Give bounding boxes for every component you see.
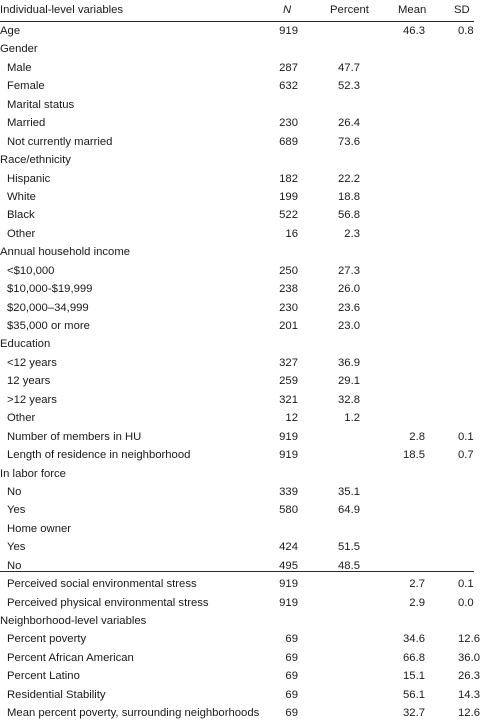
table-row bbox=[0, 704, 480, 722]
row-label: In labor force bbox=[0, 467, 66, 480]
row-n-value: 495 bbox=[279, 559, 298, 572]
row-n-value: 230 bbox=[279, 117, 298, 130]
table-row bbox=[0, 557, 474, 575]
table-row bbox=[0, 391, 474, 409]
row-label: Black bbox=[7, 209, 35, 222]
header-sd: SD bbox=[454, 4, 470, 16]
row-n-value: 919 bbox=[279, 449, 298, 462]
table-row bbox=[0, 483, 474, 501]
row-label: Number of members in HU bbox=[7, 430, 142, 443]
row-label: >12 years bbox=[7, 393, 57, 406]
row-percent-value: 29.1 bbox=[338, 375, 360, 388]
header-label: Individual-level variables bbox=[0, 4, 124, 16]
row-n-value: 230 bbox=[279, 301, 298, 314]
row-label: No bbox=[7, 559, 22, 572]
row-n-value: 69 bbox=[285, 707, 298, 720]
row-percent-value: 23.6 bbox=[338, 301, 360, 314]
row-sd-value: 14.3 bbox=[458, 688, 480, 701]
row-n-value: 689 bbox=[279, 135, 298, 148]
row-n-value: 327 bbox=[279, 356, 298, 369]
row-percent-value: 64.9 bbox=[338, 504, 360, 517]
row-sd-value: 26.3 bbox=[458, 670, 480, 683]
row-percent-value: 52.3 bbox=[338, 80, 360, 93]
table-row bbox=[0, 594, 474, 612]
row-percent-value: 35.1 bbox=[338, 485, 360, 498]
table-row bbox=[0, 40, 474, 58]
table-row bbox=[0, 133, 474, 151]
table-row bbox=[0, 686, 480, 704]
header-mean: Mean bbox=[398, 4, 427, 16]
row-label: White bbox=[7, 190, 36, 203]
row-n-value: 919 bbox=[279, 596, 298, 609]
table-row bbox=[0, 649, 480, 667]
row-label: Male bbox=[7, 61, 32, 74]
row-label: Marital status bbox=[7, 98, 75, 111]
row-sd-value: 12.6 bbox=[458, 707, 480, 720]
row-sd-value: 0.8 bbox=[458, 25, 474, 37]
row-n-value: 69 bbox=[285, 688, 298, 701]
row-n-value: 16 bbox=[285, 227, 298, 240]
table-row bbox=[0, 446, 474, 464]
row-percent-value: 73.6 bbox=[338, 135, 360, 148]
row-n-value: 339 bbox=[279, 485, 298, 498]
row-label: Percent African American bbox=[7, 651, 134, 664]
row-label: Residential Stability bbox=[7, 688, 106, 701]
row-sd-value: 0.1 bbox=[458, 430, 474, 443]
table-header bbox=[0, 0, 474, 22]
row-sd-value: 36.0 bbox=[458, 651, 480, 664]
row-label: 12 years bbox=[7, 375, 51, 388]
table-row bbox=[0, 428, 474, 446]
table-row bbox=[0, 59, 474, 77]
table-row bbox=[0, 206, 474, 224]
row-label: $20,000–34,999 bbox=[7, 301, 89, 314]
row-percent-value: 18.8 bbox=[338, 190, 360, 203]
row-n-value: 201 bbox=[279, 320, 298, 332]
table-row bbox=[0, 299, 474, 317]
row-label: $10,000-$19,999 bbox=[7, 283, 93, 296]
row-mean-value: 2.8 bbox=[409, 430, 425, 443]
row-mean-value: 56.1 bbox=[403, 688, 425, 701]
table-row bbox=[0, 520, 474, 538]
row-percent-value: 26.0 bbox=[338, 283, 360, 296]
row-label: Perceived social environmental stress bbox=[7, 578, 197, 591]
table-body bbox=[0, 22, 480, 723]
row-n-value: 238 bbox=[279, 283, 298, 296]
table-row bbox=[0, 280, 474, 298]
row-label: Gender bbox=[0, 43, 38, 56]
table-row bbox=[0, 188, 474, 206]
row-n-value: 69 bbox=[285, 651, 298, 664]
row-n-value: 69 bbox=[285, 633, 298, 646]
row-label: Perceived physical environmental stress bbox=[7, 596, 209, 609]
row-n-value: 250 bbox=[279, 264, 298, 277]
table-bottom-rule bbox=[0, 571, 474, 572]
row-label: $35,000 or more bbox=[7, 320, 90, 332]
row-n-value: 919 bbox=[279, 430, 298, 443]
row-percent-value: 1.2 bbox=[344, 412, 360, 425]
row-n-value: 321 bbox=[279, 393, 298, 406]
row-sd-value: 12.6 bbox=[458, 633, 480, 646]
row-label: Education bbox=[0, 338, 51, 351]
row-sd-value: 0.7 bbox=[458, 449, 474, 462]
table-row bbox=[0, 114, 474, 132]
row-label: Race/ethnicity bbox=[0, 154, 71, 167]
row-n-value: 69 bbox=[285, 670, 298, 683]
row-percent-value: 36.9 bbox=[338, 356, 360, 369]
row-mean-value: 2.7 bbox=[409, 578, 425, 591]
table-row bbox=[0, 22, 474, 40]
table-row bbox=[0, 372, 474, 390]
table-row bbox=[0, 409, 474, 427]
row-label: Percent Latino bbox=[7, 670, 80, 683]
row-label: Not currently married bbox=[7, 135, 113, 148]
row-mean-value: 15.1 bbox=[403, 670, 425, 683]
row-n-value: 182 bbox=[279, 172, 298, 185]
row-label: Hispanic bbox=[7, 172, 51, 185]
row-label: Other bbox=[7, 227, 36, 240]
row-label: Mean percent poverty, surrounding neighborhoods bbox=[7, 707, 260, 720]
row-mean-value: 18.5 bbox=[403, 449, 425, 462]
table-row bbox=[0, 465, 474, 483]
row-mean-value: 34.6 bbox=[403, 633, 425, 646]
table-row bbox=[0, 170, 474, 188]
row-mean-value: 66.8 bbox=[403, 651, 425, 664]
row-label: Yes bbox=[7, 541, 26, 554]
row-n-value: 919 bbox=[279, 25, 298, 37]
row-percent-value: 23.0 bbox=[338, 320, 360, 332]
row-label: Percent poverty bbox=[7, 633, 87, 646]
row-percent-value: 47.7 bbox=[338, 61, 360, 74]
row-n-value: 199 bbox=[279, 190, 298, 203]
row-label: Female bbox=[7, 80, 45, 93]
table-row bbox=[0, 262, 474, 280]
header-n: N bbox=[283, 4, 292, 16]
row-percent-value: 48.5 bbox=[338, 559, 360, 572]
row-label: Annual household income bbox=[0, 246, 131, 259]
table-row bbox=[0, 630, 480, 648]
row-n-value: 522 bbox=[279, 209, 298, 222]
row-mean-value: 32.7 bbox=[403, 707, 425, 720]
table-row bbox=[0, 335, 474, 353]
table-row bbox=[0, 151, 474, 169]
row-label: Neighborhood-level variables bbox=[0, 615, 147, 627]
row-label: Length of residence in neighborhood bbox=[7, 449, 191, 462]
row-label: Married bbox=[7, 117, 46, 130]
table-row bbox=[0, 96, 474, 114]
row-percent-value: 32.8 bbox=[338, 393, 360, 406]
table-row bbox=[0, 354, 474, 372]
row-label: <$10,000 bbox=[7, 264, 55, 277]
table-row bbox=[0, 612, 474, 630]
row-n-value: 632 bbox=[279, 80, 298, 93]
row-percent-value: 22.2 bbox=[338, 172, 360, 185]
table-row bbox=[0, 667, 480, 685]
row-percent-value: 27.3 bbox=[338, 264, 360, 277]
row-label: Age bbox=[0, 25, 21, 37]
table-row bbox=[0, 225, 474, 243]
row-label: Yes bbox=[7, 504, 26, 517]
row-n-value: 580 bbox=[279, 504, 298, 517]
row-percent-value: 2.3 bbox=[344, 227, 360, 240]
table-row bbox=[0, 538, 474, 556]
row-label: Other bbox=[7, 412, 36, 425]
row-n-value: 12 bbox=[285, 412, 298, 425]
header-percent: Percent bbox=[330, 4, 369, 16]
row-label: No bbox=[7, 485, 22, 498]
table-row bbox=[0, 575, 474, 593]
row-percent-value: 26.4 bbox=[338, 117, 360, 130]
row-n-value: 424 bbox=[279, 541, 298, 554]
row-n-value: 919 bbox=[279, 578, 298, 591]
row-mean-value: 46.3 bbox=[403, 25, 425, 37]
table-row bbox=[0, 501, 474, 519]
row-label: <12 years bbox=[7, 356, 57, 369]
table-row bbox=[0, 243, 474, 261]
table-row bbox=[0, 317, 474, 335]
row-n-value: 259 bbox=[279, 375, 298, 388]
row-percent-value: 56.8 bbox=[338, 209, 360, 222]
table-row bbox=[0, 77, 474, 95]
row-label: Home owner bbox=[7, 522, 72, 535]
row-mean-value: 2.9 bbox=[409, 596, 425, 609]
row-percent-value: 51.5 bbox=[338, 541, 360, 554]
row-sd-value: 0.0 bbox=[458, 596, 474, 609]
row-n-value: 287 bbox=[279, 61, 298, 74]
row-sd-value: 0.1 bbox=[458, 578, 474, 591]
